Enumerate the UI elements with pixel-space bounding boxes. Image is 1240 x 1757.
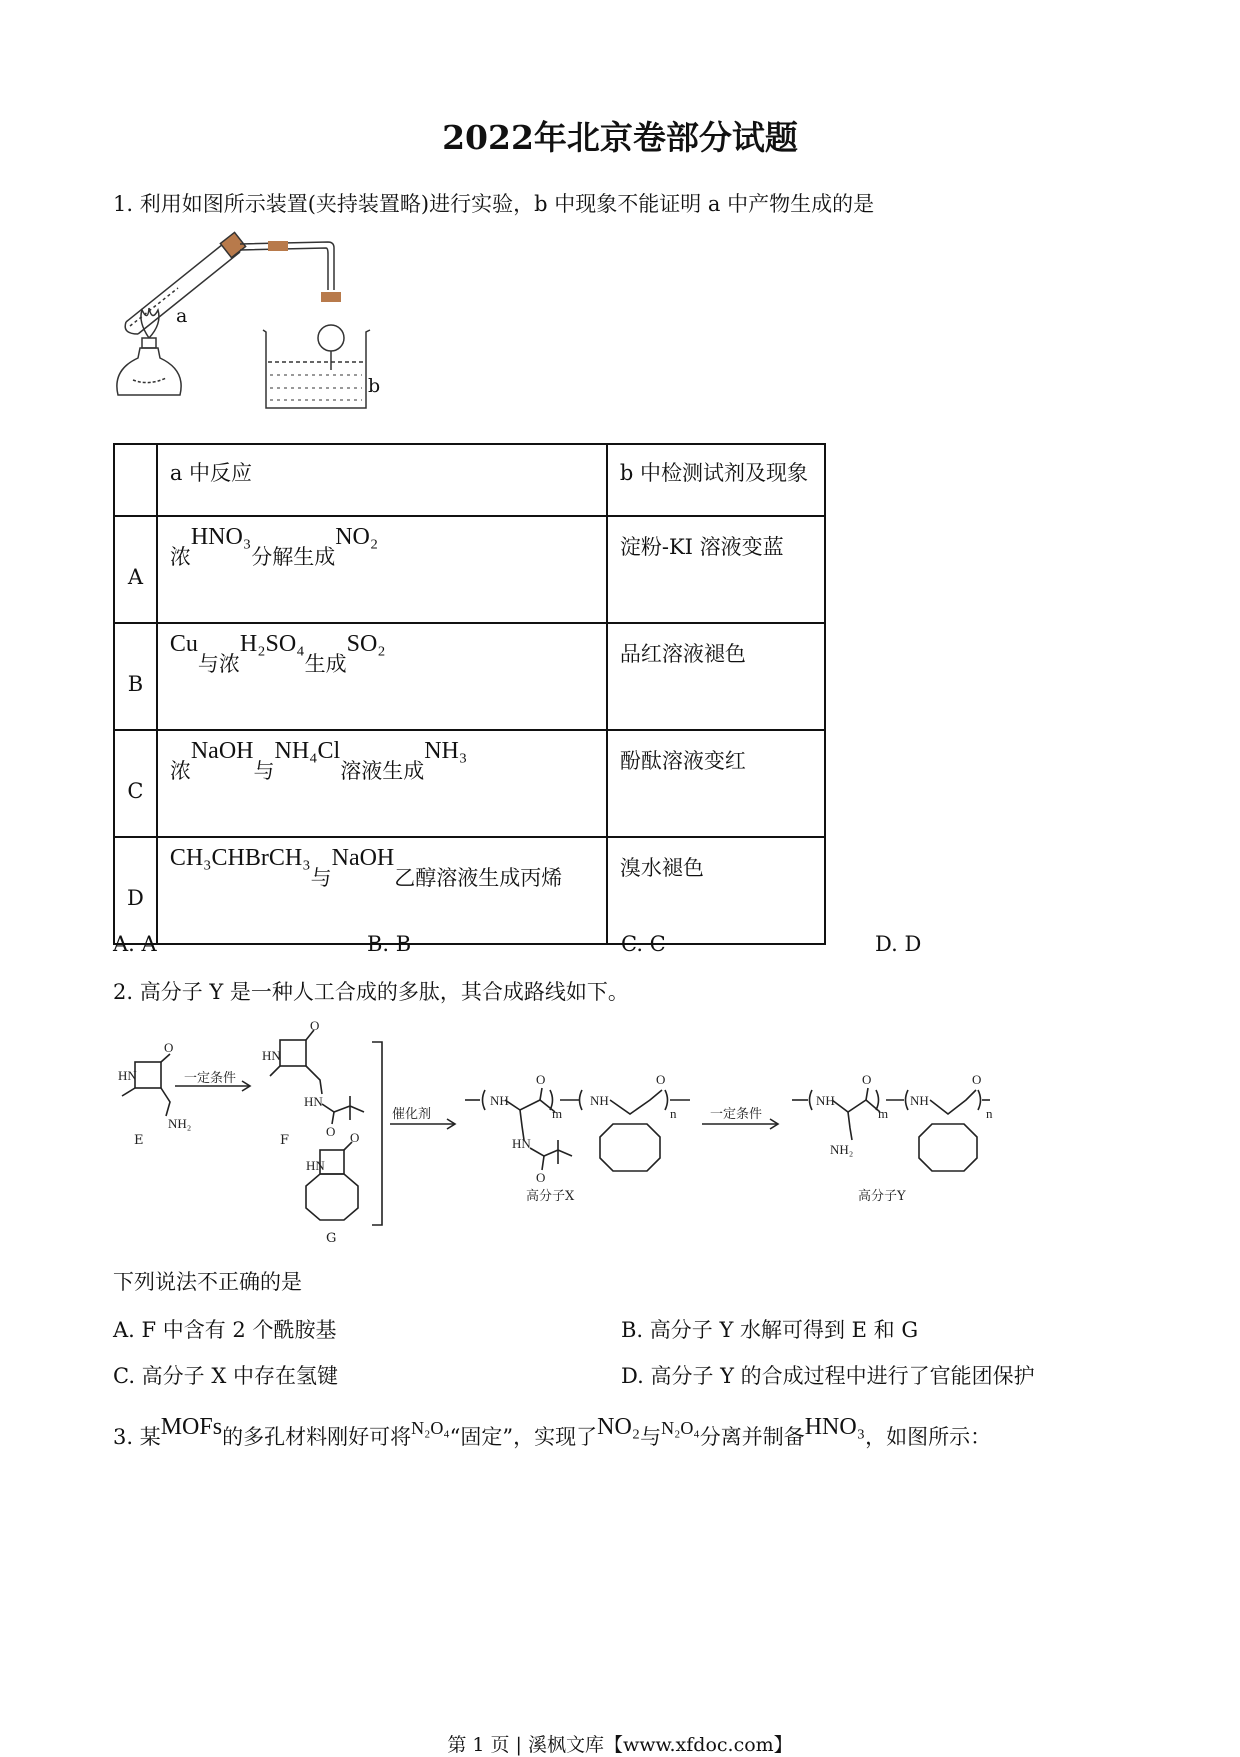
atom-label: NH bbox=[590, 1093, 609, 1108]
atom-label: n bbox=[986, 1106, 993, 1121]
atom-label: O bbox=[536, 1072, 546, 1087]
label-e: E bbox=[134, 1133, 144, 1148]
atom-label: NH₂ bbox=[168, 1116, 192, 1131]
q2-prompt: 下列说法不正确的是 bbox=[113, 1270, 302, 1294]
table-row bbox=[114, 837, 825, 944]
atom-label: O bbox=[972, 1072, 982, 1087]
atom-label: m bbox=[552, 1106, 563, 1121]
row-label: B bbox=[114, 623, 157, 730]
molecule-f-icon bbox=[270, 1030, 364, 1124]
atom-label: m bbox=[878, 1106, 889, 1121]
atom-label: HN bbox=[262, 1048, 281, 1063]
atom-label: HN bbox=[304, 1094, 323, 1109]
q2-option-c[interactable]: C. 高分子 X 中存在氢键 bbox=[113, 1364, 338, 1388]
atom-label: NH bbox=[910, 1093, 929, 1108]
row-label: D bbox=[114, 837, 157, 944]
page-title: 2022年北京卷部分试题 bbox=[442, 118, 798, 157]
label-f: F bbox=[280, 1133, 290, 1148]
row-detection: 溴水褪色 bbox=[607, 837, 825, 944]
q2-option-b[interactable]: B. 高分子 Y 水解可得到 E 和 G bbox=[621, 1318, 919, 1342]
label-polymer-y: 高分子Y bbox=[858, 1189, 906, 1204]
delivery-tube-icon bbox=[240, 241, 334, 290]
table-header-row bbox=[114, 444, 825, 516]
atom-label: O bbox=[164, 1040, 174, 1055]
atom-label: O bbox=[310, 1018, 320, 1033]
atom-label: n bbox=[670, 1106, 677, 1121]
header-reaction: a 中反应 bbox=[157, 444, 607, 516]
condition-1: 一定条件 bbox=[184, 1071, 237, 1086]
label-polymer-x: 高分子X bbox=[526, 1189, 575, 1204]
row-detection: 酚酞溶液变红 bbox=[607, 730, 825, 837]
table-row bbox=[114, 623, 825, 730]
q1-option-c[interactable]: C. C bbox=[621, 932, 666, 956]
atom-label: HN bbox=[512, 1136, 531, 1151]
atom-label: O bbox=[350, 1130, 360, 1145]
q1-stem: 1. 利用如图所示装置(夹持装置略)进行实验，b 中现象不能证明 a 中产物生成的是 bbox=[113, 192, 875, 216]
q3-stem: 3. 某MOFs的多孔材料刚好可将N₂O₄“固定”，实现了NO₂与N₂O₄分离并制备HNO₃，如图所示： bbox=[113, 1414, 992, 1449]
q2-option-a[interactable]: A. F 中含有 2 个酰胺基 bbox=[113, 1318, 337, 1342]
page-footer: 第 1 页 | 溪枫文库【www.xfdoc.com】 bbox=[447, 1734, 793, 1756]
q1-option-d[interactable]: D. D bbox=[875, 932, 922, 956]
catalyst-label: 催化剂 bbox=[392, 1107, 432, 1122]
condition-2: 一定条件 bbox=[710, 1107, 763, 1122]
table-row bbox=[114, 516, 825, 623]
table-row bbox=[114, 730, 825, 837]
atom-label: O bbox=[862, 1072, 872, 1087]
atom-label: NH bbox=[816, 1093, 835, 1108]
atom-label: O bbox=[656, 1072, 666, 1087]
row-detection: 淀粉-KI 溶液变蓝 bbox=[607, 516, 825, 623]
row-reaction: CH₃CHBrCH₃与NaOH乙醇溶液生成丙烯 bbox=[157, 837, 607, 944]
header-detection: b 中检测试剂及现象 bbox=[607, 444, 825, 516]
q1-apparatus-figure bbox=[108, 230, 388, 410]
atom-label: O bbox=[326, 1124, 336, 1139]
q1-reaction-table bbox=[113, 443, 826, 945]
molecule-e-icon bbox=[122, 1054, 170, 1116]
row-label: A bbox=[114, 516, 157, 623]
atom-label: HN bbox=[306, 1158, 325, 1173]
atom-label: HN bbox=[118, 1068, 137, 1083]
label-b: b bbox=[368, 375, 381, 397]
molecule-g-icon bbox=[306, 1142, 358, 1220]
beaker-b-icon bbox=[263, 292, 370, 408]
atom-label: NH bbox=[490, 1093, 509, 1108]
row-label: C bbox=[114, 730, 157, 837]
atom-label: NH₂ bbox=[830, 1142, 854, 1157]
label-g: G bbox=[326, 1231, 337, 1246]
label-a: a bbox=[176, 305, 188, 327]
row-reaction: 浓HNO₃分解生成NO₂ bbox=[157, 516, 607, 623]
q2-stem: 2. 高分子 Y 是一种人工合成的多肽，其合成路线如下。 bbox=[113, 980, 629, 1004]
q2-synthesis-scheme bbox=[110, 1018, 993, 1250]
row-reaction: Cu与浓H₂SO₄生成SO₂ bbox=[157, 623, 607, 730]
row-detection: 品红溶液褪色 bbox=[607, 623, 825, 730]
atom-label: O bbox=[536, 1170, 546, 1185]
q1-option-a[interactable]: A. A bbox=[113, 932, 157, 956]
q1-option-b[interactable]: B. B bbox=[367, 932, 412, 956]
q2-option-d[interactable]: D. 高分子 Y 的合成过程中进行了官能团保护 bbox=[621, 1364, 1035, 1388]
row-reaction: 浓NaOH与NH₄Cl溶液生成NH₃ bbox=[157, 730, 607, 837]
